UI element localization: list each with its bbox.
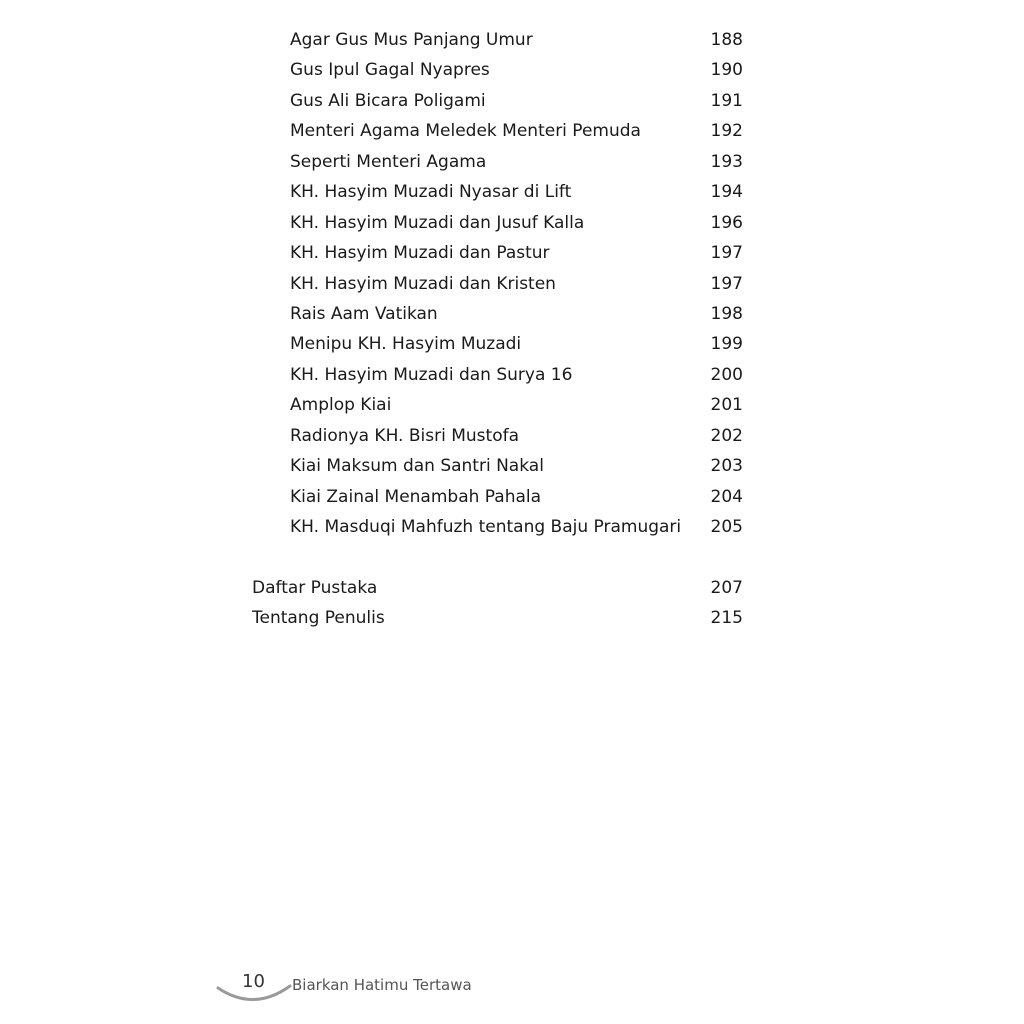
toc-entry-page: 197 <box>710 273 743 294</box>
toc-entry <box>0 603 1024 633</box>
toc-entry-page: 199 <box>710 334 743 355</box>
toc-entry-title: Radionya KH. Bisri Mustofa <box>290 425 519 446</box>
toc-entry <box>0 482 1024 512</box>
toc-entry-title: KH. Masduqi Mahfuzh tentang Baju Pramugari <box>290 517 682 537</box>
toc-entry-title: Gus Ipul Gagal Nyapres <box>290 60 490 81</box>
toc-entry-page: 198 <box>710 303 743 324</box>
toc-entry-title: Menteri Agama Meledek Menteri Pemuda <box>290 121 641 142</box>
toc-entry-page: 203 <box>710 456 743 477</box>
toc-entry-page: 204 <box>710 486 743 507</box>
toc-entry-title: KH. Hasyim Muzadi Nyasar di Lift <box>290 182 572 203</box>
toc-entry-title: KH. Hasyim Muzadi dan Pastur <box>290 243 550 264</box>
toc-entry-title: Seperti Menteri Agama <box>290 151 487 172</box>
toc-entry-page: 190 <box>710 60 743 81</box>
page-number: 10 <box>242 971 265 992</box>
toc-entry-page: 193 <box>710 151 743 172</box>
toc-entry-title: Agar Gus Mus Panjang Umur <box>290 30 533 50</box>
toc-entry-page: 215 <box>710 608 743 629</box>
toc-entry-page: 191 <box>710 90 743 111</box>
toc-entry-page: 194 <box>710 182 743 203</box>
toc-entry-title: Menipu KH. Hasyim Muzadi <box>290 334 522 355</box>
toc-entry-title: Tentang Penulis <box>252 608 385 629</box>
toc-entry <box>0 421 1024 451</box>
toc-entry-title: KH. Hasyim Muzadi dan Jusuf Kalla <box>290 212 585 233</box>
toc-entry-title: KH. Hasyim Muzadi dan Surya 16 <box>290 364 573 385</box>
toc-entry-title: Amplop Kiai <box>290 395 392 416</box>
toc-entry <box>0 86 1024 116</box>
toc-entry <box>0 55 1024 85</box>
toc-entry-page: 188 <box>710 30 743 50</box>
toc-entry <box>0 238 1024 268</box>
toc-gap <box>0 542 1024 572</box>
toc-entry <box>0 512 1024 542</box>
toc-entry-page: 197 <box>710 243 743 264</box>
toc-entry-title: Daftar Pustaka <box>252 577 378 598</box>
toc-entry <box>0 269 1024 299</box>
toc-entry-page: 205 <box>710 517 743 537</box>
toc-sub-entries <box>0 25 1024 542</box>
table-of-contents <box>0 25 1024 634</box>
toc-main-entries <box>0 573 1024 634</box>
toc-entry-title: Gus Ali Bicara Poligami <box>290 90 486 111</box>
toc-entry-page: 192 <box>710 121 743 142</box>
toc-entry-page: 207 <box>710 577 743 598</box>
toc-entry <box>0 208 1024 238</box>
toc-entry <box>0 25 1024 55</box>
toc-entry-page: 202 <box>710 425 743 446</box>
toc-entry-page: 196 <box>710 212 743 233</box>
toc-entry-title: KH. Hasyim Muzadi dan Kristen <box>290 273 556 294</box>
toc-entry-title: Rais Aam Vatikan <box>290 303 438 324</box>
page-footer <box>214 968 514 1008</box>
toc-entry <box>0 360 1024 390</box>
toc-entry <box>0 390 1024 420</box>
toc-entry-page: 200 <box>710 364 743 385</box>
toc-entry <box>0 147 1024 177</box>
toc-entry <box>0 329 1024 359</box>
toc-entry <box>0 116 1024 146</box>
toc-entry-page: 201 <box>710 395 743 416</box>
toc-entry <box>0 573 1024 603</box>
toc-entry-title: Kiai Zainal Menambah Pahala <box>290 486 542 507</box>
book-title: Biarkan Hatimu Tertawa <box>292 976 472 994</box>
toc-entry-title: Kiai Maksum dan Santri Nakal <box>290 456 544 477</box>
toc-entry <box>0 299 1024 329</box>
toc-entry <box>0 451 1024 481</box>
toc-entry <box>0 177 1024 207</box>
